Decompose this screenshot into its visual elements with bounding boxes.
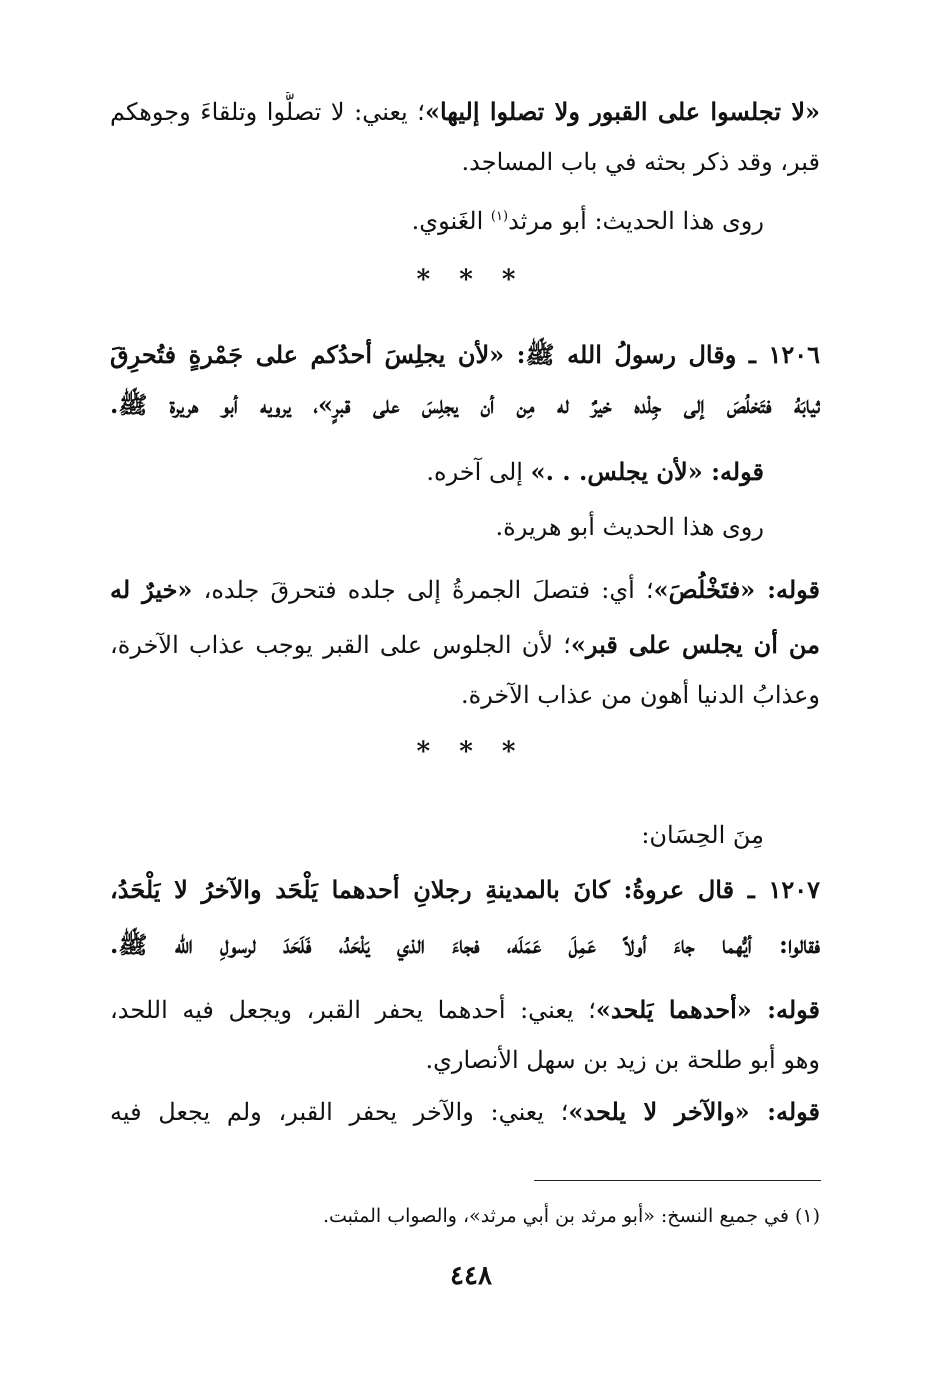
text-line: [110, 385, 820, 425]
text-span: روى هذا الحديث أبو هريرة.: [495, 513, 764, 541]
bold-text: ١٢٠٧ ـ قال عروةُ: كانَ بالمدينةِ رجلانِ أحدهما يَلْحَد والآخرُ لا يَلْحَدُ،: [110, 875, 820, 904]
text-line: [110, 452, 764, 492]
text-line: [110, 625, 820, 665]
text-line: [110, 990, 820, 1030]
text-line: [110, 1092, 820, 1132]
bold-text: قوله: «لأن يجلس. . .»: [530, 457, 764, 486]
text-line: [110, 142, 820, 182]
bold-text: قوله: «والآخر لا يلحد»: [568, 1097, 820, 1126]
text-line: [110, 1040, 820, 1080]
text-line: [110, 570, 820, 610]
footnote: (١) في جميع النسخ: «أبو مرثد بن أبي مرثد»، والصواب المثبت.: [322, 1205, 820, 1227]
text-line: [110, 92, 820, 132]
text-span: وهو أبو طلحة بن زيد بن سهل الأنصاري.: [425, 1046, 820, 1074]
text-span: روى هذا الحديث: أبو مرثد: [508, 207, 764, 235]
text-span: ؛ لأن الجلوس على القبر يوجب عذاب الآخرة،: [110, 631, 571, 659]
text-span: قبر، وقد ذكر بحثه في باب المساجد.: [461, 148, 820, 176]
text-line: [110, 197, 764, 241]
text-span: ؛ يعني: أحدهما يحفر القبر، ويجعل فيه اللحد،: [110, 996, 596, 1024]
text-line: [110, 925, 820, 965]
bold-text: ثيابَهُ فتَخلُصَ إلى جِلْده خيرٌ له مِن أن يجلِسَ على قبرٍ»، يرويه أبو هريرة ﷺ.: [110, 390, 820, 419]
text-line: [110, 335, 820, 375]
section-separator: * * *: [416, 737, 526, 767]
page-number: ٤٤٨: [450, 1261, 492, 1291]
bold-text: «لا تجلسوا على القبور ولا تصلوا إليها»: [424, 97, 820, 126]
text-span: مِنَ الحِسَان:: [641, 821, 764, 849]
bold-text: ١٢٠٦ ـ وقال رسولُ الله ﷺ: «لأن يجلِسَ أحدُكم على جَمْرةٍ فتُحرِقَ: [110, 340, 820, 369]
text-line: [110, 507, 764, 547]
text-span: ؛ يعني: لا تصلُّوا وتلقاءَ وجوهكم: [110, 98, 425, 126]
bold-text: قوله: «أحدهما يَلحد»: [595, 995, 820, 1024]
section-separator: * * *: [416, 265, 526, 295]
bold-text: «خيرٌ له: [110, 575, 193, 604]
footnote-rule: [534, 1180, 821, 1181]
text-span: إلى آخره.: [426, 458, 531, 486]
bold-text: قوله: «فتَخْلُصَ»: [653, 575, 820, 604]
text-span: الغَنوي.: [411, 207, 491, 235]
text-span: ؛ يعني: والآخر يحفر القبر، ولم يجعل فيه: [110, 1098, 569, 1126]
bold-text: فقالوا: أيُّهما جاءَ أولاً عَمِلَ عَمَلَه، فجاءَ الذي يَلْحَدُ، فَلَحَدَ لرسولِ الله ﷺ.: [110, 930, 820, 959]
bold-text: من أن يجلس على قبر»: [570, 630, 820, 659]
text-line: [110, 815, 764, 855]
text-line: [110, 675, 820, 715]
text-span: وعذابُ الدنيا أهون من عذاب الآخرة.: [460, 681, 820, 709]
text-line: [110, 870, 820, 910]
text-span: ؛ أي: فتصلَ الجمرةُ إلى جلده فتحرقَ جلده،: [192, 576, 654, 604]
footnote-ref: (١): [490, 209, 509, 224]
